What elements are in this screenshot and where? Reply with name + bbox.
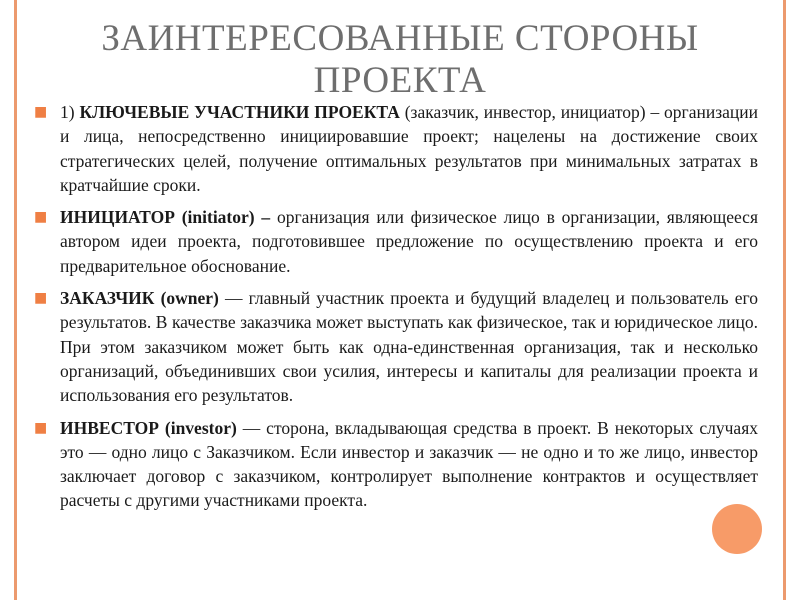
item-description: (заказчик, инвестор, инициатор) – организации и лица, непосредственно инициировавшие проект; нацелены на достижение своих стратегических целей, получение оптимальных результатов при минимальных затратах в кратчайшие сроки. <box>60 102 758 195</box>
item-term: КЛЮЧЕВЫЕ УЧАСТНИКИ ПРОЕКТА <box>79 102 400 122</box>
decorative-orange-circle <box>712 504 762 554</box>
bullet-item-investor <box>34 416 758 513</box>
bullet-text <box>60 205 758 278</box>
slide-frame-right-line <box>783 0 786 600</box>
square-bullet-icon: ■ <box>34 209 48 226</box>
item-term: ИНВЕСТОР (investor) <box>60 417 237 438</box>
square-bullet-icon: ■ <box>34 290 48 307</box>
bullet-item-initiator <box>34 205 758 278</box>
item-description: — главный участник проекта и будущий владелец и пользователь его результатов. В качестве заказчика может выступать как физическое, так и юридическое лицо. При этом заказчиком может быть как одна-единственная организация, так и несколько организаций, объединивших свои усилия, интересы и капиталы для реализации проекта и использования его результатов. <box>60 288 758 406</box>
item-prefix: 1) <box>60 102 80 122</box>
slide-content <box>34 100 758 521</box>
square-bullet-icon: ■ <box>34 104 48 120</box>
bullet-item-key-participants <box>34 100 758 197</box>
bullet-text <box>60 286 758 407</box>
bullet-text <box>60 416 758 513</box>
bullet-text <box>60 100 758 197</box>
slide-title: ЗАИНТЕРЕСОВАННЫЕ СТОРОНЫ ПРОЕКТА <box>101 18 699 101</box>
item-description: — сторона, вкладывающая средства в проект. В некоторых случаях это — одно лицо с Заказчиком. Если инвестор и заказчик — не одно и то же лицо, инвестор заключает договор с заказчиком, контролирует выполнение контрактов и осуществляет расчеты с другими участниками проекта. <box>60 417 758 511</box>
item-term: ИНИЦИАТОР (initiator) – <box>60 207 271 228</box>
item-description: организация или физическое лицо в организации, являющееся автором идеи проекта, подготовившее предложение по осуществлению проекта и его предварительное обоснование. <box>60 207 758 276</box>
item-term: ЗАКАЗЧИК (owner) <box>60 288 219 309</box>
square-bullet-icon: ■ <box>34 419 48 436</box>
bullet-item-owner <box>34 286 758 407</box>
slide-frame-left-line <box>14 0 17 600</box>
